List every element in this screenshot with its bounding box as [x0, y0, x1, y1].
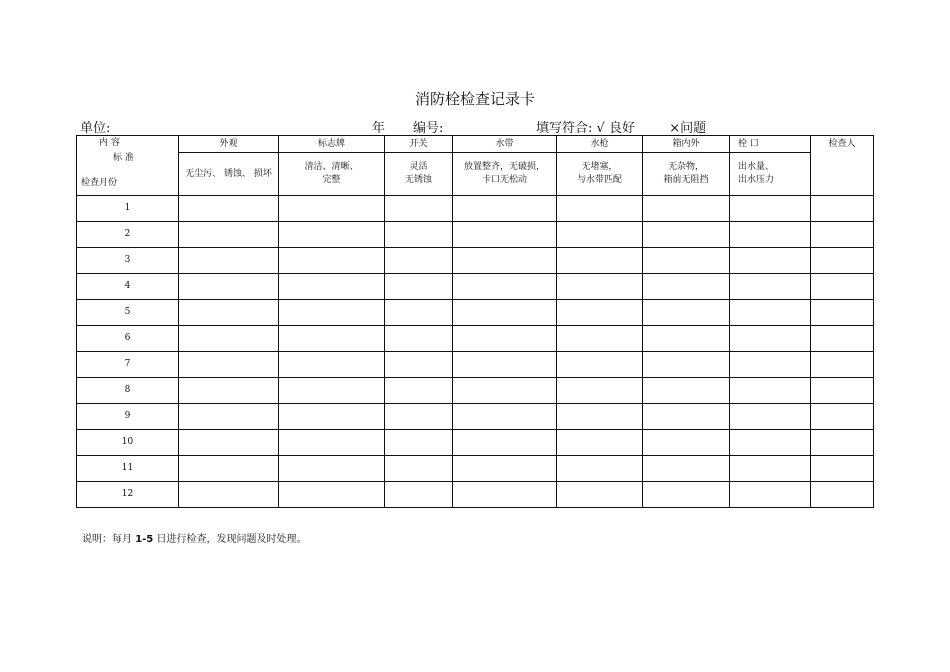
entry-cell[interactable] [279, 248, 385, 274]
entry-cell[interactable] [730, 404, 811, 430]
month-row [77, 430, 874, 456]
entry-cell[interactable] [811, 248, 874, 274]
month-number: 11 [77, 456, 179, 482]
entry-cell[interactable] [730, 352, 811, 378]
entry-cell[interactable] [385, 352, 453, 378]
entry-cell[interactable] [279, 456, 385, 482]
entry-cell[interactable] [453, 482, 557, 508]
col-header-inspector: 检查人 [811, 136, 874, 196]
month-row [77, 248, 874, 274]
entry-cell[interactable] [643, 222, 730, 248]
entry-cell[interactable] [557, 456, 643, 482]
entry-cell[interactable] [811, 456, 874, 482]
entry-cell[interactable] [643, 300, 730, 326]
month-row [77, 300, 874, 326]
month-number: 7 [77, 352, 179, 378]
entry-cell[interactable] [811, 352, 874, 378]
month-row [77, 326, 874, 352]
code-label: 编号: [413, 121, 444, 136]
entry-cell[interactable] [279, 352, 385, 378]
corner-month-label: 检查月份 [81, 177, 118, 188]
entry-cell[interactable] [179, 352, 279, 378]
entry-cell[interactable] [179, 222, 279, 248]
entry-cell[interactable] [730, 482, 811, 508]
entry-cell[interactable] [279, 404, 385, 430]
corner-cell [77, 136, 179, 196]
entry-cell[interactable] [179, 456, 279, 482]
standard-appearance: 无尘污、 锈蚀、 损坏 [179, 153, 279, 196]
entry-cell[interactable] [730, 248, 811, 274]
corner-content-label: 内 容 [99, 137, 120, 148]
entry-cell[interactable] [643, 430, 730, 456]
entry-cell[interactable] [453, 222, 557, 248]
entry-cell[interactable] [453, 248, 557, 274]
month-row [77, 222, 874, 248]
entry-cell[interactable] [811, 378, 874, 404]
entry-cell[interactable] [811, 274, 874, 300]
entry-cell[interactable] [179, 300, 279, 326]
col-header-signboard: 标志牌 [279, 136, 385, 153]
entry-cell[interactable] [453, 196, 557, 222]
entry-cell[interactable] [179, 248, 279, 274]
entry-cell[interactable] [385, 196, 453, 222]
entry-cell[interactable] [179, 196, 279, 222]
month-row [77, 456, 874, 482]
month-number: 3 [77, 248, 179, 274]
fill-legend [536, 117, 706, 136]
entry-cell[interactable] [811, 430, 874, 456]
standard-cabinet: 无杂物， 箱前无阻挡 [643, 153, 730, 196]
col-header-switch: 开关 [385, 136, 453, 153]
entry-cell[interactable] [385, 430, 453, 456]
entry-cell[interactable] [385, 378, 453, 404]
entry-cell[interactable] [385, 404, 453, 430]
entry-cell[interactable] [453, 326, 557, 352]
entry-cell[interactable] [453, 430, 557, 456]
month-row [77, 196, 874, 222]
standard-outlet: 出水量、 出水压力 [730, 153, 811, 196]
entry-cell[interactable] [730, 222, 811, 248]
entry-cell[interactable] [179, 274, 279, 300]
entry-cell[interactable] [730, 326, 811, 352]
table-body [77, 136, 874, 508]
legend-problem: ×问题 [669, 121, 707, 136]
col-header-nozzle: 水枪 [557, 136, 643, 153]
entry-cell[interactable] [453, 300, 557, 326]
month-number: 5 [77, 300, 179, 326]
entry-cell[interactable] [179, 430, 279, 456]
entry-cell[interactable] [453, 352, 557, 378]
month-number: 1 [77, 196, 179, 222]
entry-cell[interactable] [279, 274, 385, 300]
entry-cell[interactable] [453, 404, 557, 430]
entry-cell[interactable] [643, 352, 730, 378]
standard-switch: 灵活 无锈蚀 [385, 153, 453, 196]
col-header-appearance: 外观 [179, 136, 279, 153]
entry-cell[interactable] [557, 248, 643, 274]
entry-cell[interactable] [811, 222, 874, 248]
year-field [339, 117, 385, 136]
inspection-table [76, 135, 874, 508]
month-number: 4 [77, 274, 179, 300]
entry-cell[interactable] [179, 378, 279, 404]
month-row [77, 352, 874, 378]
entry-cell[interactable] [453, 378, 557, 404]
standard-hose: 放置整齐，无破损， 卡口无松动 [453, 153, 557, 196]
entry-cell[interactable] [557, 326, 643, 352]
month-row [77, 404, 874, 430]
month-row [77, 482, 874, 508]
footnote-suffix: 日进行检查，发现问题及时处理。 [156, 534, 307, 545]
entry-cell[interactable] [453, 274, 557, 300]
year-label: 年 [372, 121, 386, 136]
entry-cell[interactable] [730, 300, 811, 326]
entry-cell[interactable] [279, 378, 385, 404]
entry-cell[interactable] [643, 326, 730, 352]
month-number: 2 [77, 222, 179, 248]
entry-cell[interactable] [730, 378, 811, 404]
entry-cell[interactable] [730, 196, 811, 222]
entry-cell[interactable] [179, 326, 279, 352]
entry-cell[interactable] [730, 430, 811, 456]
entry-cell[interactable] [811, 482, 874, 508]
entry-cell[interactable] [811, 300, 874, 326]
entry-cell[interactable] [279, 482, 385, 508]
entry-cell[interactable] [179, 404, 279, 430]
month-number: 12 [77, 482, 179, 508]
fill-label: 填写符合: [536, 121, 593, 136]
entry-cell[interactable] [179, 482, 279, 508]
month-number: 8 [77, 378, 179, 404]
year-blank [339, 121, 372, 136]
entry-cell[interactable] [811, 326, 874, 352]
corner-standard-label: 标 准 [113, 152, 134, 163]
entry-cell[interactable] [643, 378, 730, 404]
entry-cell[interactable] [557, 482, 643, 508]
entry-cell[interactable] [557, 300, 643, 326]
col-header-hose: 水带 [453, 136, 557, 153]
entry-cell[interactable] [385, 300, 453, 326]
entry-cell[interactable] [643, 248, 730, 274]
footnote-prefix: 说明：每月 [82, 534, 132, 545]
standard-row [77, 153, 874, 196]
entry-cell[interactable] [557, 352, 643, 378]
entry-cell[interactable] [643, 456, 730, 482]
entry-cell[interactable] [279, 300, 385, 326]
entry-cell[interactable] [385, 482, 453, 508]
entry-cell[interactable] [643, 482, 730, 508]
entry-cell[interactable] [385, 274, 453, 300]
entry-cell[interactable] [643, 196, 730, 222]
month-number: 9 [77, 404, 179, 430]
code-field [413, 117, 500, 136]
entry-cell[interactable] [385, 456, 453, 482]
entry-cell[interactable] [811, 404, 874, 430]
header-row [77, 136, 874, 153]
unit-label: 单位: [80, 121, 111, 136]
footnote [82, 530, 306, 545]
col-header-outlet: 栓 口 [730, 136, 811, 153]
col-header-cabinet: 箱内外 [643, 136, 730, 153]
code-blank [448, 121, 500, 136]
entry-cell[interactable] [453, 456, 557, 482]
standard-nozzle: 无堵塞， 与水带匹配 [557, 153, 643, 196]
standard-signboard: 清洁、清晰、 完整 [279, 153, 385, 196]
entry-cell[interactable] [385, 248, 453, 274]
entry-cell[interactable] [279, 222, 385, 248]
entry-cell[interactable] [730, 456, 811, 482]
month-number: 6 [77, 326, 179, 352]
entry-cell[interactable] [557, 274, 643, 300]
entry-cell[interactable] [557, 404, 643, 430]
month-number: 10 [77, 430, 179, 456]
entry-cell[interactable] [385, 222, 453, 248]
entry-cell[interactable] [643, 404, 730, 430]
entry-cell[interactable] [279, 430, 385, 456]
legend-good: √ 良好 [596, 121, 635, 136]
entry-cell[interactable] [557, 430, 643, 456]
entry-cell[interactable] [279, 196, 385, 222]
entry-cell[interactable] [557, 378, 643, 404]
entry-cell[interactable] [643, 274, 730, 300]
month-row [77, 378, 874, 404]
entry-cell[interactable] [557, 222, 643, 248]
entry-cell[interactable] [557, 196, 643, 222]
entry-cell[interactable] [385, 326, 453, 352]
card-title: 消防栓检查记录卡 [414, 90, 535, 108]
footnote-range: 1-5 [135, 534, 154, 545]
entry-cell[interactable] [730, 274, 811, 300]
entry-cell[interactable] [279, 326, 385, 352]
entry-cell[interactable] [811, 196, 874, 222]
month-row [77, 274, 874, 300]
